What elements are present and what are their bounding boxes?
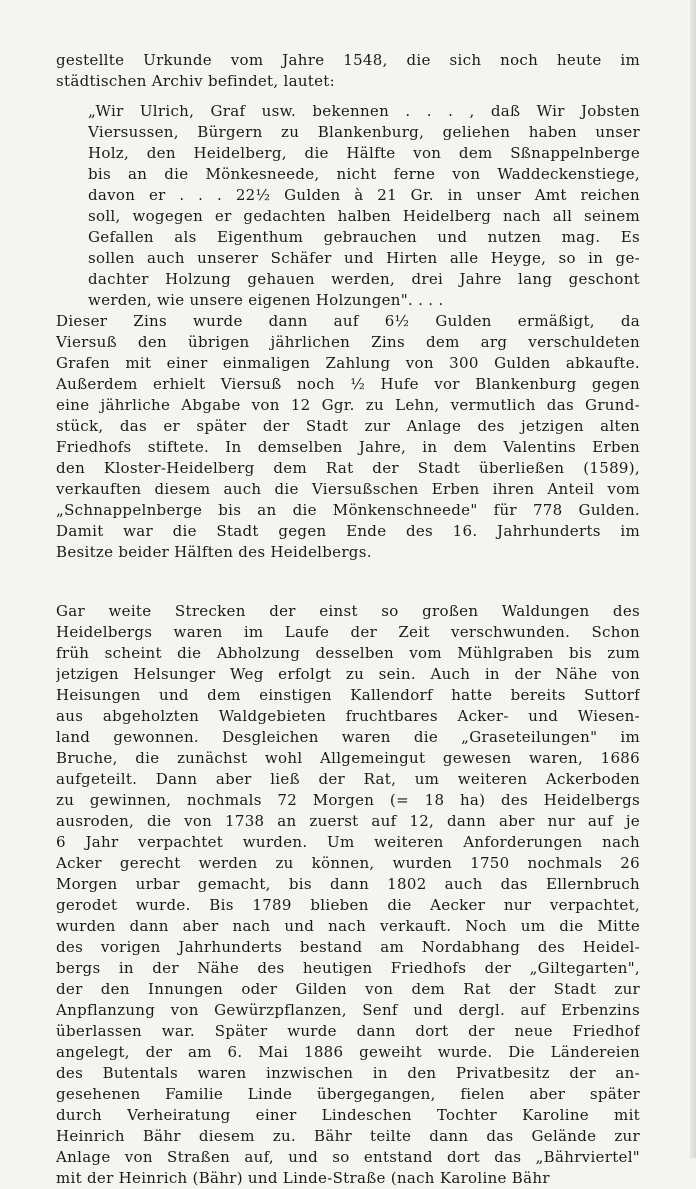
paragraph-line: früh scheint die Abholzung desselben vom Mühlgraben bis zum — [56, 644, 640, 662]
quote-line: „Wir Ulrich, Graf usw. bekennen . . . , daß Wir Jobsten — [88, 102, 640, 120]
paragraph-line: überlassen war. Später wurde dann dort der neue Friedhof — [56, 1022, 640, 1040]
paragraph-line: Grafen mit einer einmaligen Zahlung von 300 Gulden abkaufte. — [56, 354, 640, 372]
quote-line: Gefallen als Eigenthum gebrauchen und nutzen mag. Es — [88, 228, 640, 246]
quote-line: dachter Holzung gehauen werden, drei Jahre lang geschont — [88, 270, 640, 288]
paragraph-line: Bruche, die zunächst wohl Allgemeingut gewesen waren, 1686 — [56, 749, 640, 767]
paragraph-line: 6 Jahr verpachtet wurden. Um weiteren Anforderungen nach — [56, 833, 640, 851]
paragraph-line: Morgen urbar gemacht, bis dann 1802 auch das Ellernbruch — [56, 875, 640, 893]
intro-line: gestellte Urkunde vom Jahre 1548, die sich noch heute im — [56, 51, 640, 69]
paragraph-line: Gar weite Strecken der einst so großen Waldungen des — [56, 602, 640, 620]
paragraph-line: durch Verheiratung einer Lindeschen Tochter Karoline mit — [56, 1106, 640, 1124]
paragraph-line: angelegt, der am 6. Mai 1886 geweiht wurde. Die Ländereien — [56, 1043, 640, 1061]
paragraph-line: wurden dann aber nach und nach verkauft. Noch um die Mitte — [56, 917, 640, 935]
paragraph-line: stück, das er später der Stadt zur Anlage des jetzigen alten — [56, 417, 640, 435]
spacer — [56, 92, 640, 101]
paragraph-line: Damit war die Stadt gegen Ende des 16. Jahrhunderts im — [56, 522, 640, 540]
paragraph-line: Acker gerecht werden zu können, wurden 1750 nochmals 26 — [56, 854, 640, 872]
paragraph-line: Dieser Zins wurde dann auf 6½ Gulden ermäßigt, da — [56, 312, 640, 330]
paragraph-line: zu gewinnen, nochmals 72 Morgen (= 18 ha) des Heidelbergs — [56, 791, 640, 809]
paragraph-line: Viersuß den übrigen jährlichen Zins dem arg verschuldeten — [56, 333, 640, 351]
paragraph-line: Anpflanzung von Gewürzpflanzen, Senf und dergl. auf Erbenzins — [56, 1001, 640, 1019]
paragraph-line: „Schnappelnberge bis an die Mönkenschneede" für 778 Gulden. — [56, 501, 640, 519]
paragraph-forests — [56, 601, 640, 1189]
paragraph-line: aufgeteilt. Dann aber ließ der Rat, um weiteren Ackerboden — [56, 770, 640, 788]
paragraph-line: Heinrich Bähr diesem zu. Bähr teilte dann das Gelände zur — [56, 1127, 640, 1145]
paragraph-line: ausroden, die von 1738 an zuerst auf 12, dann aber nur auf je — [56, 812, 640, 830]
paragraph-line: bergs in der Nähe des heutigen Friedhofs der „Giltegarten", — [56, 959, 640, 977]
paragraph-line: des Butentals waren inzwischen in den Privatbesitz der an- — [56, 1064, 640, 1082]
paragraph-line: aus abgeholzten Waldgebieten fruchtbares Acker- und Wiesen- — [56, 707, 640, 725]
paragraph-line: Anlage von Straßen auf, und so entstand dort das „Bährviertel" — [56, 1148, 640, 1166]
paragraph-line: verkauften diesem auch die Viersußschen Erben ihren Anteil vom — [56, 480, 640, 498]
section-gap — [56, 563, 640, 601]
quote-line: Viersussen, Bürgern zu Blankenburg, geliehen haben unser — [88, 123, 640, 141]
paragraph-line: Besitze beider Hälften des Heidelbergs. — [56, 543, 372, 561]
quote-line: soll, wogegen er gedachten halben Heidelberg nach all seinem — [88, 207, 640, 225]
quote-line: bis an die Mönkesneede, nicht ferne von Waddeckenstiege, — [88, 165, 640, 183]
intro-line: städtischen Archiv befindet, lautet: — [56, 72, 335, 90]
quote-line: werden, wie unsere eigenen Holzungen". . . . — [88, 291, 444, 309]
paragraph-line: eine jährliche Abgabe von 12 Ggr. zu Lehn, vermutlich das Grund- — [56, 396, 640, 414]
paragraph-line: Friedhofs stiftete. In demselben Jahre, in dem Valentins Erben — [56, 438, 640, 456]
paragraph-line: jetzigen Helsunger Weg erfolgt zu sein. Auch in der Nähe von — [56, 665, 640, 683]
paragraph-interest — [56, 311, 640, 563]
quote-line: sollen auch unserer Schäfer und Hirten alle Heyge, so in ge- — [88, 249, 640, 267]
paragraph-line: Heisungen und dem einstigen Kallendorf hatte bereits Suttorf — [56, 686, 640, 704]
quote-line: Holz, den Heidelberg, die Hälfte von dem Sßnappelnberge — [88, 144, 640, 162]
paragraph-line: Heidelbergs waren im Laufe der Zeit verschwunden. Schon — [56, 623, 640, 641]
paragraph-line: der den Innungen oder Gilden von dem Rat der Stadt zur — [56, 980, 640, 998]
paragraph-line: des vorigen Jahrhunderts bestand am Nordabhang des Heidel- — [56, 938, 640, 956]
paragraph-line: gesehenen Familie Linde übergegangen, fielen aber später — [56, 1085, 640, 1103]
page-edge — [690, 0, 696, 1158]
paragraph-line: gerodet wurde. Bis 1789 blieben die Aecker nur verpachtet, — [56, 896, 640, 914]
charter-quote — [88, 101, 640, 311]
paragraph-line: mit der Heinrich (Bähr) und Linde-Straße (nach Karoline Bähr — [56, 1169, 550, 1187]
intro-block — [56, 50, 640, 92]
paragraph-line: land gewonnen. Desgleichen waren die „Graseteilungen" im — [56, 728, 640, 746]
paragraph-line: den Kloster-Heidelberg dem Rat der Stadt überließen (1589), — [56, 459, 640, 477]
paragraph-line: Außerdem erhielt Viersuß noch ½ Hufe vor Blankenburg gegen — [56, 375, 640, 393]
quote-line: davon er . . . 22½ Gulden à 21 Gr. in unser Amt reichen — [88, 186, 640, 204]
